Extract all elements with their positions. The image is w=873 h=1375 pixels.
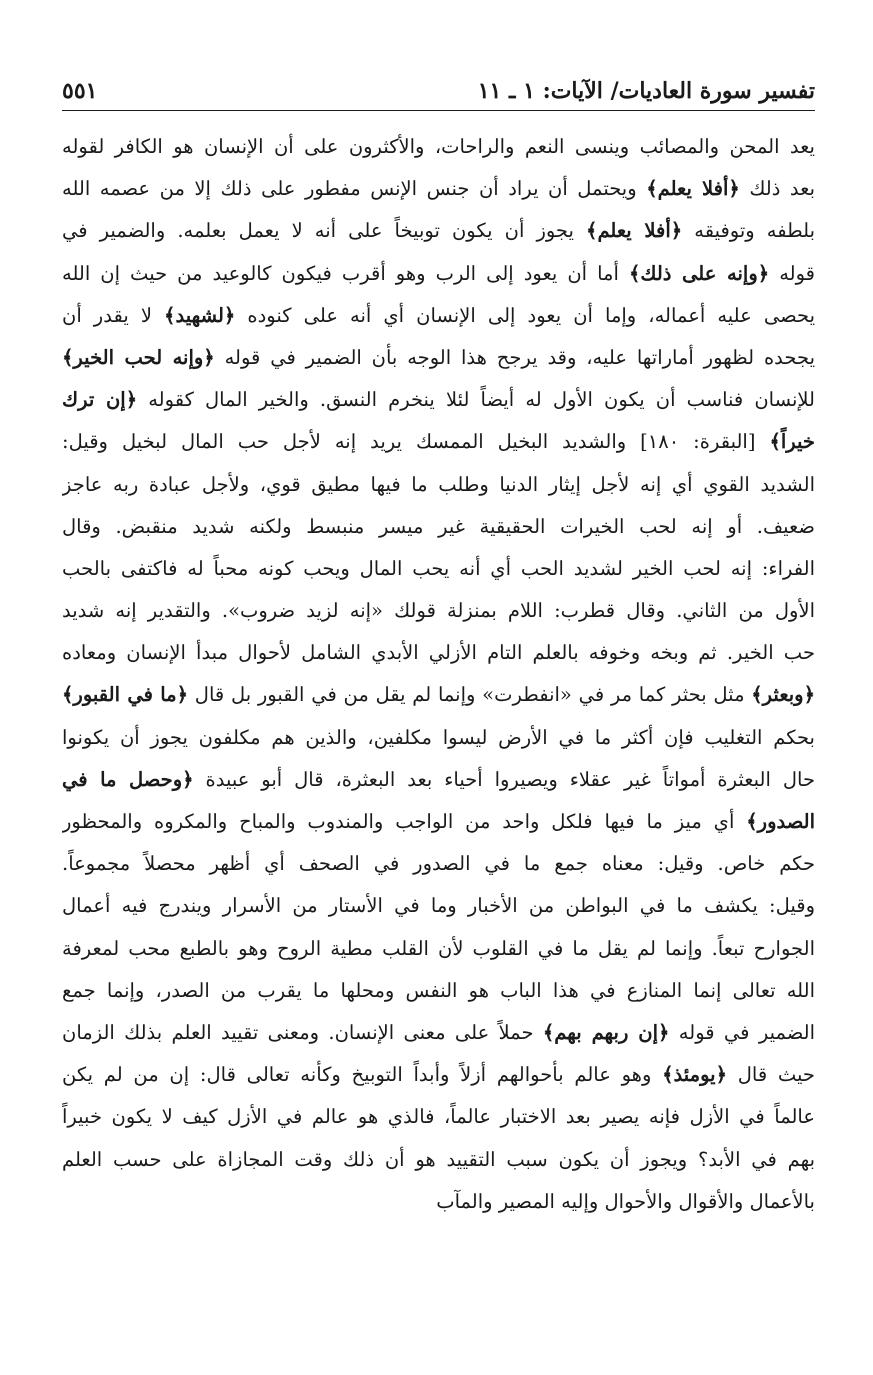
- quran-quote: ﴿وحصل ما في: [62, 767, 194, 791]
- text-line: [62, 379, 815, 421]
- text-segment: يعد المحن والمصائب وينسى النعم والراحات، والأكثرون على أن الإنسان هو الكافر لقوله: [62, 135, 815, 158]
- text-segment: الله تعالى إنما المنازع في هذا الباب هو النفس ومحلها ما يقرب من الصدر، وإنما جمع: [62, 978, 815, 1002]
- text-segment: أما أن يعود إلى الرب وهو أقرب فيكون كالوعيد من حيث إن الله: [62, 261, 629, 285]
- quran-quote: ﴿وإنه لحب الخير﴾: [62, 345, 215, 369]
- text-line: [62, 506, 815, 548]
- body-text: [62, 126, 815, 1223]
- text-line: [62, 759, 815, 801]
- quran-quote: ﴿إن ربهم بهم﴾: [542, 1020, 670, 1044]
- quran-quote: ﴿ما في القبور﴾: [62, 683, 189, 707]
- quran-quote: ﴿أفلا يعلم﴾: [586, 219, 683, 243]
- text-segment: وهو عالم بأحوالهم أزلاً وأبداً التوبيخ وكأنه تعالى قال: إن من لم يكن: [62, 1063, 663, 1087]
- text-line: [62, 970, 815, 1012]
- page-header: [62, 76, 815, 111]
- text-line: [62, 421, 815, 463]
- text-segment: حيث قال: [727, 1063, 815, 1087]
- text-line: [62, 1139, 815, 1181]
- text-segment: أي ميز ما فيها فلكل واحد من الواجب والمندوب والمباح والمكروه والمحظور: [62, 810, 747, 833]
- quran-quote: ﴿لشهيد﴾: [164, 303, 236, 327]
- quran-quote: ﴿إن ترك: [62, 388, 138, 412]
- text-segment: الشديد القوي أي إنه لأجل إيثار الدنيا وطلب ما فيها مطيق قوي، ولأجل عبادة ربه عاجز: [62, 472, 815, 496]
- quran-quote: ﴿وإنه على ذلك﴾: [628, 261, 770, 285]
- text-segment: مثل بحثر كما مر في «انفطرت» وإنما لم يقل من في القبور بل قال: [188, 683, 752, 707]
- text-segment: ويحتمل أن يراد أن جنس الإنس مفطور على ذلك إلا من عصمه الله: [62, 177, 647, 201]
- text-segment: [البقرة: ١٨٠] والشديد البخيل الممسك يريد إنه لأجل حب المال لبخيل وقيل:: [62, 430, 770, 454]
- text-line: [62, 1181, 815, 1223]
- text-segment: بالأعمال والأقوال والأحوال وإليه المصير والمآب: [436, 1189, 815, 1213]
- text-line: [62, 464, 815, 506]
- quran-quote: ﴿أفلا يعلم﴾: [646, 177, 740, 201]
- text-segment: يجوز أن يكون توبيخاً على أنه لا يعمل بعلمه. والضمير في: [62, 219, 587, 243]
- text-line: [62, 717, 815, 759]
- text-line: [62, 253, 815, 295]
- text-segment: بحكم التغليب فإن أكثر ما في الأرض ليسوا مكلفين، والذين هم مكلفون يجوز أن يكونوا: [62, 725, 815, 749]
- text-segment: الضمير في قوله: [669, 1020, 815, 1044]
- text-segment: حال البعثرة أمواتاً غير عقلاء ويصيروا أحياء بعد البعثرة، قال أبو عبيدة: [193, 767, 815, 791]
- text-segment: لا يقدر أن: [62, 303, 165, 327]
- quran-quote: ﴿يومئذ﴾: [662, 1063, 728, 1087]
- text-line: [62, 590, 815, 632]
- running-title: تفسير سورة العاديات/ الآيات: ١ ـ ١١: [477, 78, 815, 104]
- text-line: [62, 928, 815, 970]
- text-segment: ضعيف. أو إنه لحب الخيرات الحقيقية غير ميسر منبسط ولكنه شديد منقبض. وقال: [62, 514, 815, 538]
- text-line: [62, 295, 815, 337]
- text-line: [62, 801, 815, 843]
- text-segment: الفراء: إنه لحب الخير لشديد الحب أي أنه يحب المال ويحب كونه محباً له فاكتفى بالحب: [62, 556, 815, 580]
- text-segment: للإنسان فناسب أن يكون الأول له أيضاً لئلا ينخرم النسق. والخير المال كقوله: [137, 388, 815, 412]
- text-line: [62, 126, 815, 168]
- text-segment: الجوارح تبعاً. وإنما لم يقل ما في القلوب لأن القلب مطية الروح وهو بالطبع محب لمعرفة: [62, 936, 815, 960]
- quran-quote: الصدور﴾: [746, 810, 815, 833]
- text-line: [62, 885, 815, 927]
- text-line: [62, 1096, 815, 1138]
- text-segment: حب الخير. ثم وبخه وخوفه بالعلم التام الأزلي الأبدي الشامل لأحوال مبدأ الإنسان ومعاده: [62, 641, 815, 665]
- text-segment: بلطفه وتوفيقه: [682, 219, 815, 243]
- text-line: [62, 548, 815, 590]
- text-line: [62, 843, 815, 885]
- text-segment: وقيل: يكشف ما في البواطن من الأخبار وما في الأستار من الأسرار ويندرج فيه أعمال: [62, 894, 815, 918]
- quran-quote: خيراً﴾: [769, 430, 815, 454]
- text-line: [62, 1012, 815, 1054]
- text-segment: يجحده لظهور أماراتها عليه، وقد يرجح هذا الوجه بأن الضمير في قوله: [214, 345, 815, 369]
- text-line: [62, 632, 815, 674]
- text-line: [62, 674, 815, 716]
- text-line: [62, 210, 815, 252]
- text-segment: بهم في الأبد؟ ويجوز أن يكون سبب التقييد هو أن ذلك وقت المجازاة على حسب العلم: [62, 1147, 815, 1171]
- text-line: [62, 1054, 815, 1096]
- text-line: [62, 168, 815, 210]
- quran-quote: ﴿وبعثر﴾: [751, 683, 815, 707]
- text-segment: عالماً في الأزل فإنه يصير بعد الاختبار عالماً، فالذي هو عالم في الأزل كيف لا يكون خبيراً: [62, 1105, 815, 1129]
- text-segment: بعد ذلك: [739, 177, 815, 201]
- text-segment: يحصى عليه أعماله، وإما أن يعود إلى الإنسان أي أنه على كنوده: [235, 303, 815, 327]
- text-segment: قوله: [769, 261, 815, 285]
- page-number: ٥٥١: [62, 78, 98, 104]
- text-segment: حملاً على معنى الإنسان. ومعنى تقييد العلم بذلك الزمان: [62, 1020, 543, 1044]
- text-segment: الأول من الثاني. وقال قطرب: اللام بمنزلة قولك «إنه لزيد ضروب». والتقدير إنه شديد: [62, 599, 815, 623]
- text-segment: حكم خاص. وقيل: معناه جمع ما في الصدور في الصحف أي أظهر محصلاً مجموعاً.: [62, 852, 815, 876]
- text-line: [62, 337, 815, 379]
